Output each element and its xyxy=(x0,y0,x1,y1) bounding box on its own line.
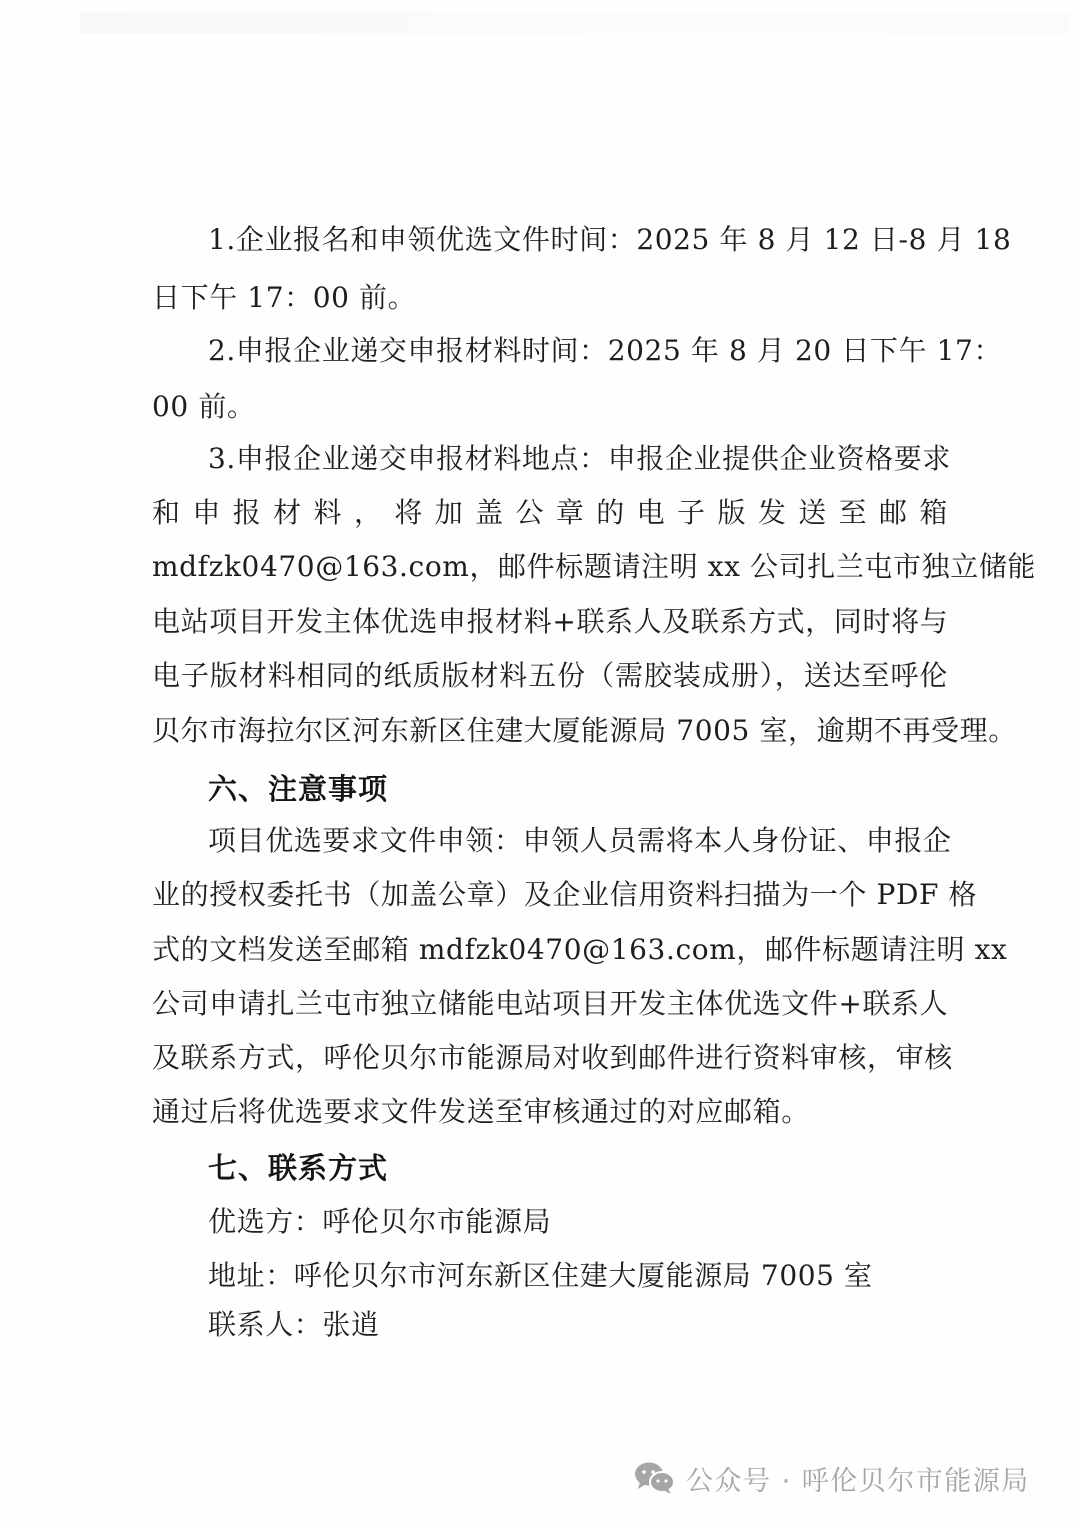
item1-line2: 日下午 17：00 前。 xyxy=(152,281,417,314)
item3-line1: 3.申报企业递交申报材料地点：申报企业提供企业资格要求 xyxy=(208,442,951,475)
item3-line2: 和申报材料，将加盖公章的电子版发送至邮箱 xyxy=(152,496,948,529)
section6-heading: 六、注意事项 xyxy=(208,772,389,806)
wechat-icon xyxy=(634,1461,676,1495)
item2-line1: 2.申报企业递交申报材料时间：2025 年 8 月 20 日下午 17： xyxy=(208,334,1003,367)
contact-selector: 优选方：呼伦贝尔市能源局 xyxy=(208,1205,552,1238)
section6-line1: 项目优选要求文件申领：申领人员需将本人身份证、申报企 xyxy=(208,824,952,857)
contact-address: 地址：呼伦贝尔市河东新区住建大厦能源局 7005 室 xyxy=(208,1259,873,1292)
wechat-watermark xyxy=(634,1458,1030,1498)
item2-line2: 00 前。 xyxy=(152,390,256,423)
section6-line4: 公司申请扎兰屯市独立储能电站项目开发主体优选文件+联系人 xyxy=(152,987,949,1020)
item3-line5: 电子版材料相同的纸质版材料五份（需胶装成册），送达至呼伦 xyxy=(152,659,948,692)
section6-line2: 业的授权委托书（加盖公章）及企业信用资料扫描为一个 PDF 格 xyxy=(152,878,978,911)
section7-heading: 七、联系方式 xyxy=(208,1151,389,1185)
item3-line6: 贝尔市海拉尔区河东新区住建大厦能源局 7005 室，逾期不再受理。 xyxy=(152,714,1017,747)
item3-line3: mdfzk0470@163.com，邮件标题请注明 xx 公司扎兰屯市独立储能 xyxy=(152,550,1037,583)
item1-line1: 1.企业报名和申领优选文件时间：2025 年 8 月 12 日-8 月 18 xyxy=(208,223,1012,256)
section6-line6: 通过后将优选要求文件发送至审核通过的对应邮箱。 xyxy=(152,1095,810,1128)
section6-line5: 及联系方式，呼伦贝尔市能源局对收到邮件进行资料审核，审核 xyxy=(152,1041,953,1074)
scan-bleed-through xyxy=(80,12,1070,34)
wechat-account-label: 公众号 · 呼伦贝尔市能源局 xyxy=(686,1465,1030,1497)
section6-line3: 式的文档发送至邮箱 mdfzk0470@163.com，邮件标题请注明 xx xyxy=(152,933,1008,966)
item3-line4: 电站项目开发主体优选申报材料+联系人及联系方式，同时将与 xyxy=(152,605,949,638)
contact-person: 联系人：张逍 xyxy=(208,1308,380,1341)
